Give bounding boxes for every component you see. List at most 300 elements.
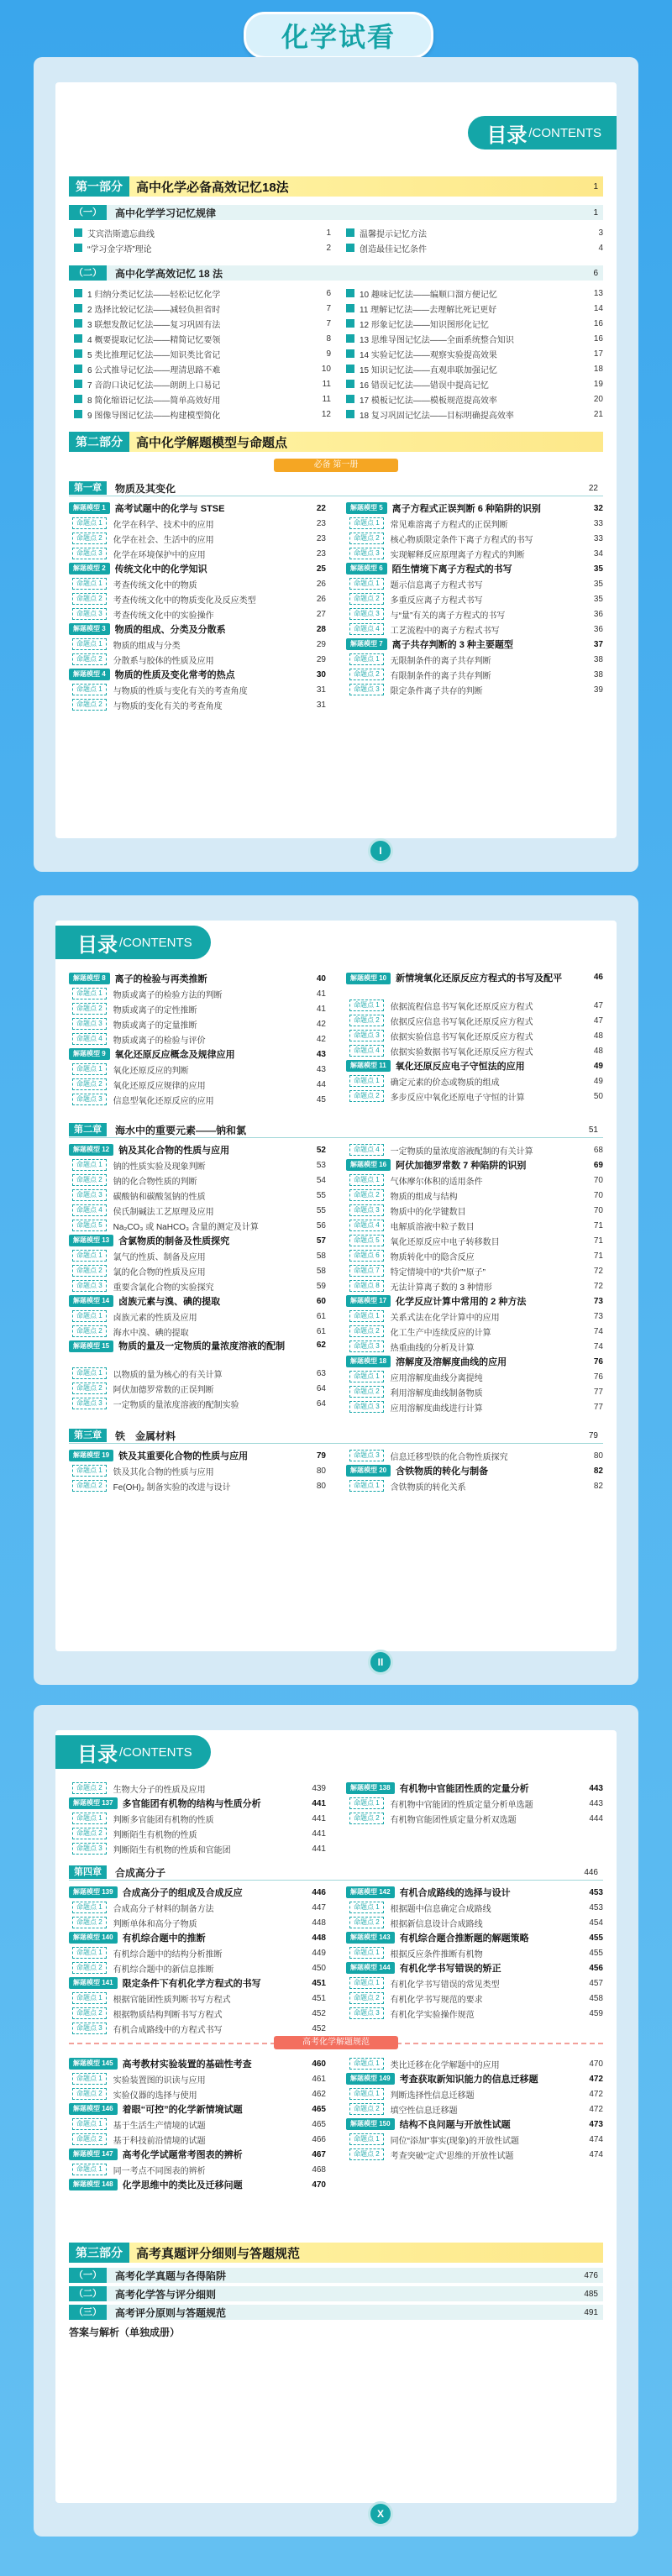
toc-point-entry[interactable]: [346, 1975, 603, 1991]
toc-point-entry[interactable]: [346, 652, 603, 667]
toc-model-entry[interactable]: [346, 1960, 603, 1975]
toc-point-entry[interactable]: [346, 1218, 603, 1233]
entry-title: 气体摩尔体积的适用条件: [390, 1177, 483, 1187]
toc-model-entry[interactable]: [346, 2071, 603, 2086]
chapter-label: 第四章: [69, 1865, 107, 1879]
entry-title: 无限制条件的离子共存判断: [390, 656, 491, 666]
entry-page: 441: [312, 1798, 326, 1808]
point-badge: 命题点 2: [72, 1917, 107, 1928]
toc-point-entry[interactable]: [346, 1796, 603, 1811]
toc-point-entry[interactable]: [346, 1248, 603, 1263]
toc-page-3: [34, 1705, 638, 2537]
point-badge: 命题点 3: [72, 608, 107, 620]
entry-page: 25: [316, 564, 326, 574]
toc-point-entry[interactable]: [346, 1991, 603, 2006]
point-badge: 命题点 3: [72, 1189, 107, 1201]
model-badge: 解题模型 147: [69, 2148, 118, 2160]
toc-entry[interactable]: [346, 346, 603, 361]
toc-entry[interactable]: [74, 361, 331, 376]
toc-point-entry[interactable]: [346, 1173, 603, 1188]
chapter-1-right: [346, 501, 603, 697]
toc-point-entry[interactable]: [346, 1900, 603, 1915]
toc-point-entry[interactable]: [69, 1092, 326, 1107]
entry-title: 多重反应离子方程式书写: [390, 595, 483, 606]
toc-point-entry[interactable]: [346, 606, 603, 622]
toc-point-entry[interactable]: [346, 1399, 603, 1414]
toc-entry[interactable]: [346, 391, 603, 407]
part-title: 高考真题评分细则与答题规范: [136, 2246, 301, 2261]
chapter-title: 海水中的重要元素——钠和氯: [115, 1124, 247, 1136]
entry-title: 同一考点不同图表的辨析: [113, 2166, 206, 2176]
toc-point-entry[interactable]: [69, 1366, 326, 1381]
toc-point-entry[interactable]: [69, 2117, 326, 2132]
toc-point-entry[interactable]: [346, 1278, 603, 1293]
section-title: 高中化学学习记忆规律: [115, 207, 217, 219]
point-badge: 命题点 2: [72, 1078, 107, 1090]
toc-model-entry[interactable]: [69, 561, 326, 576]
entry-page: 80: [316, 1481, 326, 1491]
toc-point-entry[interactable]: [69, 2006, 326, 2021]
toc-point-entry[interactable]: [69, 1188, 326, 1203]
point-badge: 命题点 2: [72, 1382, 107, 1394]
toc-point-entry[interactable]: [346, 1203, 603, 1218]
entry-title: 核心物质限定条件下离子方程式的书写: [390, 535, 533, 545]
entry-title: 氯气的性质、制备及应用: [113, 1252, 206, 1262]
toc-model-entry[interactable]: [69, 1233, 326, 1248]
entry-page: 447: [312, 1902, 326, 1912]
entry-title: 考查获取新知识能力的信息迁移题: [399, 2075, 538, 2085]
point-badge: 命题点 2: [72, 1782, 107, 1794]
toc-model-entry[interactable]: [69, 2101, 326, 2117]
point-badge: 命题点 2: [72, 533, 107, 544]
entry-page: 28: [316, 624, 326, 634]
toc-point-entry[interactable]: [346, 546, 603, 561]
toc-model-entry[interactable]: [69, 1142, 326, 1157]
toc-point-entry[interactable]: [346, 1043, 603, 1058]
toc-model-entry[interactable]: [69, 1339, 326, 1366]
model-badge: 解题模型 143: [346, 1932, 395, 1944]
model-badge: 解题模型 6: [346, 563, 387, 574]
chapter-title: 铁 金属材料: [115, 1430, 176, 1442]
entry-title: 含铁物质的转化关系: [390, 1482, 466, 1493]
toc-point-entry[interactable]: [346, 667, 603, 682]
point-badge: 命题点 1: [72, 684, 107, 695]
entry-title: 判断单体和高分子物质: [113, 1919, 197, 1929]
toc-page-2: [34, 895, 638, 1685]
toc-point-entry[interactable]: [346, 1263, 603, 1278]
bullet-icon: [74, 349, 82, 358]
toc-entry[interactable]: [74, 316, 331, 331]
toc-entry[interactable]: [74, 301, 331, 316]
toc-entry[interactable]: [346, 301, 603, 316]
toc-point-entry[interactable]: [69, 1960, 326, 1975]
entry-page: 32: [593, 503, 603, 513]
entry-title: 卤族元素与溴、碘的提取: [118, 1297, 221, 1307]
toc-point-entry[interactable]: [69, 591, 326, 606]
point-badge: 命题点 1: [349, 1797, 384, 1809]
entry-page: 8: [326, 333, 331, 344]
entry-title: 1 归纳分类记忆法——轻松记忆化学: [87, 290, 221, 300]
entry-page: 453: [589, 1887, 603, 1897]
toc-point-entry[interactable]: [346, 2056, 603, 2071]
entry-page: 38: [593, 654, 603, 664]
entry-title: 重要含氯化合物的实验探究: [113, 1283, 214, 1293]
entry-page: 455: [589, 1933, 603, 1943]
entry-title: 实现解释反应原理离子方程式的判断: [390, 550, 525, 560]
toc-model-entry[interactable]: [346, 971, 603, 998]
toc-model-entry[interactable]: [69, 1047, 326, 1062]
toc-entry[interactable]: [346, 225, 603, 240]
toc-model-entry[interactable]: [69, 1885, 326, 1900]
entry-page: 3: [598, 228, 603, 238]
toc-entry[interactable]: [74, 391, 331, 407]
toc-model-entry[interactable]: [346, 1930, 603, 1945]
toc-subtitle: /CONTENTS: [119, 1744, 192, 1760]
toc-entry[interactable]: [346, 376, 603, 391]
point-badge: 命题点 1: [349, 1977, 384, 1989]
toc-model-entry[interactable]: [346, 1463, 603, 1478]
bullet-icon: [346, 304, 354, 312]
paper-2: [55, 921, 617, 1651]
toc-point-entry[interactable]: [69, 1218, 326, 1233]
toc-model-entry[interactable]: [69, 2177, 326, 2192]
entry-title: 实验装置图的识读与应用: [113, 2075, 206, 2085]
entry-title: 有机化学书写规范的要求: [390, 1995, 483, 2005]
toc-point-entry[interactable]: [346, 2147, 603, 2162]
toc-point-entry[interactable]: [346, 1089, 603, 1104]
entry-title: 判断陌生有机物的性质和官能团: [113, 1845, 231, 1855]
toc-point-entry[interactable]: [346, 2101, 603, 2117]
toc-point-entry[interactable]: [69, 1077, 326, 1092]
toc-point-entry[interactable]: [69, 2086, 326, 2101]
entry-title: 化学在科学、技术中的应用: [113, 520, 214, 530]
point-badge: 命题点 3: [72, 2023, 107, 2034]
chapter-4-header[interactable]: [69, 1865, 603, 1881]
toc-entry[interactable]: [74, 376, 331, 391]
point-badge: 命题点 3: [349, 1450, 384, 1461]
section-title: 高考化学答与评分细则: [115, 2288, 217, 2301]
entry-page: 474: [589, 2149, 603, 2159]
entry-title: 应用溶解度曲线进行计算: [390, 1403, 483, 1414]
toc-point-entry[interactable]: [346, 1309, 603, 1324]
entry-title: 铁及其化合物的性质与应用: [113, 1467, 214, 1477]
toc-point-entry[interactable]: [69, 1062, 326, 1077]
toc-model-entry[interactable]: [69, 2147, 326, 2162]
toc-model-entry[interactable]: [346, 1293, 603, 1309]
toc-model-entry[interactable]: [69, 1930, 326, 1945]
toc-point-entry[interactable]: [69, 697, 326, 712]
point-badge: 命题点 2: [72, 1962, 107, 1974]
toc-point-entry[interactable]: [69, 1841, 326, 1856]
point-badge: 命题点 7: [349, 1265, 384, 1277]
chapter-3-header[interactable]: [69, 1428, 603, 1444]
chapter-2-header[interactable]: [69, 1122, 603, 1138]
entry-page: 62: [316, 1340, 326, 1350]
toc-point-entry[interactable]: [346, 1478, 603, 1493]
toc-point-entry[interactable]: [69, 637, 326, 652]
entry-page: 459: [589, 2008, 603, 2018]
bullet-icon: [346, 395, 354, 403]
toc-model-entry[interactable]: [69, 1293, 326, 1309]
toc-point-entry[interactable]: [69, 1031, 326, 1047]
toc-point-entry[interactable]: [69, 1945, 326, 1960]
toc-point-entry[interactable]: [69, 1381, 326, 1396]
toc-point-entry[interactable]: [346, 576, 603, 591]
toc-point-entry[interactable]: [69, 1173, 326, 1188]
bullet-icon: [346, 289, 354, 297]
toc-entry[interactable]: [74, 240, 331, 255]
entry-page: 468: [312, 2164, 326, 2175]
entry-title: 有机化学书写错误的常见类型: [390, 1980, 500, 1990]
toc-point-entry[interactable]: [69, 2132, 326, 2147]
entry-page: 465: [312, 2119, 326, 2129]
entry-page: 55: [316, 1205, 326, 1215]
toc-model-entry[interactable]: [69, 971, 326, 986]
section-page: 476: [584, 2270, 598, 2280]
part-3-header[interactable]: [69, 2243, 603, 2263]
toc-point-entry[interactable]: [69, 1991, 326, 2006]
point-badge: 命题点 4: [349, 1144, 384, 1156]
model-badge: 解题模型 20: [346, 1465, 391, 1477]
entry-title: 阿伏加德罗常数的正误判断: [113, 1385, 214, 1395]
toc-point-entry[interactable]: [69, 1826, 326, 1841]
chapter-1-header[interactable]: [69, 480, 603, 496]
entry-title: 5 类比推理记忆法——知识类比省记: [87, 350, 221, 360]
entry-page: 473: [589, 2119, 603, 2129]
part-page: 1: [593, 181, 598, 191]
toc-point-entry[interactable]: [69, 546, 326, 561]
entry-page: 61: [316, 1326, 326, 1336]
part-3-section-2[interactable]: [69, 2286, 603, 2301]
toc-point-entry[interactable]: [346, 1324, 603, 1339]
toc-point-entry[interactable]: [69, 1001, 326, 1016]
section-a-left: [74, 225, 331, 255]
entry-page: 451: [312, 1978, 326, 1988]
toc-point-entry[interactable]: [346, 622, 603, 637]
entry-title: 含氯物质的制备及性质探究: [118, 1236, 230, 1246]
point-badge: 命题点 1: [72, 638, 107, 650]
toc-point-entry[interactable]: [346, 2006, 603, 2021]
entry-title: 氧化还原反应规律的应用: [113, 1081, 206, 1091]
entry-title: 利用溶解度曲线制备物质: [390, 1388, 483, 1398]
toc-point-entry[interactable]: [346, 1013, 603, 1028]
toc-point-entry[interactable]: [69, 1203, 326, 1218]
toc-point-entry[interactable]: [346, 1188, 603, 1203]
toc-point-entry[interactable]: [346, 1811, 603, 1826]
entry-page: 63: [316, 1368, 326, 1378]
entry-page: 470: [312, 2180, 326, 2190]
toc-model-entry[interactable]: [346, 1058, 603, 1073]
page-title: 化学试看: [281, 22, 396, 52]
entry-page: 7: [326, 303, 331, 313]
toc-model-entry[interactable]: [346, 2117, 603, 2132]
toc-point-entry[interactable]: [346, 1339, 603, 1354]
toc-model-entry[interactable]: [69, 2056, 326, 2071]
entry-page: 470: [589, 2059, 603, 2069]
entry-title: 17 模板记忆法——模板规范提高效率: [360, 396, 497, 406]
toc-point-entry[interactable]: [69, 1278, 326, 1293]
toc-point-entry[interactable]: [69, 1248, 326, 1263]
toc-entry[interactable]: [346, 407, 603, 422]
toc-model-entry[interactable]: [346, 1157, 603, 1173]
chapter-page: 79: [588, 1430, 598, 1440]
toc-model-entry[interactable]: [69, 1796, 326, 1811]
toc-point-entry[interactable]: [69, 1016, 326, 1031]
part-2-header[interactable]: [69, 432, 603, 452]
toc-point-entry[interactable]: [346, 1915, 603, 1930]
point-badge: 命题点 1: [349, 1371, 384, 1382]
model-badge: 解题模型 148: [69, 2179, 118, 2190]
entry-page: 70: [593, 1175, 603, 1185]
toc-entry[interactable]: [346, 240, 603, 255]
section-a-header[interactable]: [69, 205, 603, 220]
entry-page: 47: [593, 1000, 603, 1010]
entry-title: 结构不良问题与开放性试题: [399, 2120, 511, 2130]
entry-page: 26: [316, 594, 326, 604]
toc-model-entry[interactable]: [346, 1354, 603, 1369]
toc-point-entry[interactable]: [346, 2132, 603, 2147]
entry-page: 76: [593, 1356, 603, 1367]
toc-model-entry[interactable]: [69, 667, 326, 682]
toc-point-entry[interactable]: [69, 986, 326, 1001]
entry-title: 有机合成路线中的方程式书写: [113, 2025, 223, 2035]
toc-model-entry[interactable]: [346, 561, 603, 576]
toc-point-entry[interactable]: [69, 531, 326, 546]
toc-model-entry[interactable]: [346, 1781, 603, 1796]
entry-page: 43: [316, 1064, 326, 1074]
toc-point-entry[interactable]: [69, 682, 326, 697]
toc-title: 目录: [77, 933, 118, 957]
toc-point-entry[interactable]: [346, 1233, 603, 1248]
entry-title: 有机综合题中的推断: [122, 1933, 206, 1944]
toc-point-entry[interactable]: [69, 1463, 326, 1478]
toc-point-entry[interactable]: [69, 2071, 326, 2086]
toc-entry[interactable]: [74, 286, 331, 301]
paper-1: [55, 82, 617, 838]
point-badge: 命题点 1: [72, 1947, 107, 1959]
point-badge: 命题点 2: [72, 1480, 107, 1492]
toc-entry[interactable]: [74, 407, 331, 422]
toc-point-entry[interactable]: [69, 2162, 326, 2177]
toc-point-entry[interactable]: [69, 1781, 326, 1796]
entry-title: 14 实验记忆法——观察实验提高效果: [360, 350, 497, 360]
point-badge: 命题点 3: [349, 608, 384, 620]
toc-entry[interactable]: [346, 361, 603, 376]
entry-title: 钠及其化合物的性质与应用: [118, 1146, 230, 1156]
toc-model-entry[interactable]: [69, 622, 326, 637]
toc-entry[interactable]: [346, 331, 603, 346]
toc-point-entry[interactable]: [346, 1028, 603, 1043]
point-badge: 命题点 1: [72, 1310, 107, 1322]
toc-model-entry[interactable]: [69, 501, 326, 516]
toc-entry[interactable]: [74, 346, 331, 361]
entry-page: 29: [316, 639, 326, 649]
toc-point-entry[interactable]: [346, 531, 603, 546]
section-label: （三）: [69, 2305, 107, 2320]
point-badge: 命题点 1: [349, 517, 384, 529]
entry-title: 碳酸钠和碳酸氢钠的性质: [113, 1192, 206, 1202]
entry-page: 23: [316, 548, 326, 559]
toc-point-entry[interactable]: [69, 1157, 326, 1173]
toc-point-entry[interactable]: [69, 576, 326, 591]
entry-page: 467: [312, 2149, 326, 2159]
toc-entry[interactable]: [74, 331, 331, 346]
toc-model-entry[interactable]: [69, 1975, 326, 1991]
toc-entry[interactable]: [346, 316, 603, 331]
point-badge: 命题点 4: [72, 1204, 107, 1216]
toc-point-entry[interactable]: [69, 1811, 326, 1826]
point-badge: 命题点 1: [349, 1174, 384, 1186]
entry-page: 472: [589, 2074, 603, 2084]
toc-point-entry[interactable]: [69, 1396, 326, 1411]
entry-page: 35: [593, 579, 603, 589]
entry-title: 依据实验信息书写氧化还原反应方程式: [390, 1032, 533, 1042]
entry-page: 460: [312, 2059, 326, 2069]
toc-point-entry[interactable]: [69, 1324, 326, 1339]
entry-page: 40: [316, 973, 326, 984]
toc-point-entry[interactable]: [69, 516, 326, 531]
toc-model-entry[interactable]: [346, 1885, 603, 1900]
toc-point-entry[interactable]: [69, 606, 326, 622]
toc-point-entry[interactable]: [69, 1263, 326, 1278]
entry-page: 18: [593, 364, 603, 374]
toc-point-entry[interactable]: [69, 1900, 326, 1915]
toc-point-entry[interactable]: [346, 1384, 603, 1399]
chapter-1-left: [69, 501, 326, 712]
point-badge: 命题点 3: [72, 1018, 107, 1030]
point-badge: 命题点 2: [72, 699, 107, 711]
toc-point-entry[interactable]: [346, 1142, 603, 1157]
toc-point-entry[interactable]: [346, 998, 603, 1013]
toc-point-entry[interactable]: [346, 1448, 603, 1463]
point-badge: 命题点 4: [349, 623, 384, 635]
entry-title: 与物质的变化有关的考查角度: [113, 701, 223, 711]
point-badge: 命题点 2: [72, 1265, 107, 1277]
toc-point-entry[interactable]: [346, 1073, 603, 1089]
toc-point-entry[interactable]: [69, 1478, 326, 1493]
toc-point-entry[interactable]: [69, 2021, 326, 2036]
part-3-section-1[interactable]: [69, 2268, 603, 2283]
right-list-1: [346, 971, 603, 1104]
point-badge: 命题点 1: [349, 1902, 384, 1913]
toc-point-entry[interactable]: [346, 591, 603, 606]
toc-point-entry[interactable]: [69, 652, 326, 667]
section-b-header[interactable]: [69, 265, 603, 281]
toc-point-entry[interactable]: [69, 1309, 326, 1324]
toc-model-entry[interactable]: [69, 1448, 326, 1463]
toc-point-entry[interactable]: [346, 682, 603, 697]
part-title: 高中化学必备高效记忆18法: [136, 180, 289, 195]
entry-title: 有机物官能团性质定量分析双选题: [390, 1815, 517, 1825]
toc-model-entry[interactable]: [346, 501, 603, 516]
entry-page: 82: [593, 1466, 603, 1476]
toc-point-entry[interactable]: [346, 1369, 603, 1384]
part-1-header[interactable]: [69, 176, 603, 197]
toc-point-entry[interactable]: [346, 516, 603, 531]
toc-point-entry[interactable]: [69, 1915, 326, 1930]
entry-title: “学习金字塔”理论: [87, 244, 152, 254]
entry-page: 72: [593, 1266, 603, 1276]
toc-point-entry[interactable]: [346, 2086, 603, 2101]
entry-page: 7: [326, 318, 331, 328]
entry-page: 450: [312, 1963, 326, 1973]
entry-title: 题示信息离子方程式书写: [390, 580, 483, 590]
toc-entry[interactable]: [346, 286, 603, 301]
toc-entry[interactable]: [74, 225, 331, 240]
toc-point-entry[interactable]: [346, 1945, 603, 1960]
toc-model-entry[interactable]: [346, 637, 603, 652]
part-3-section-3[interactable]: [69, 2305, 603, 2320]
